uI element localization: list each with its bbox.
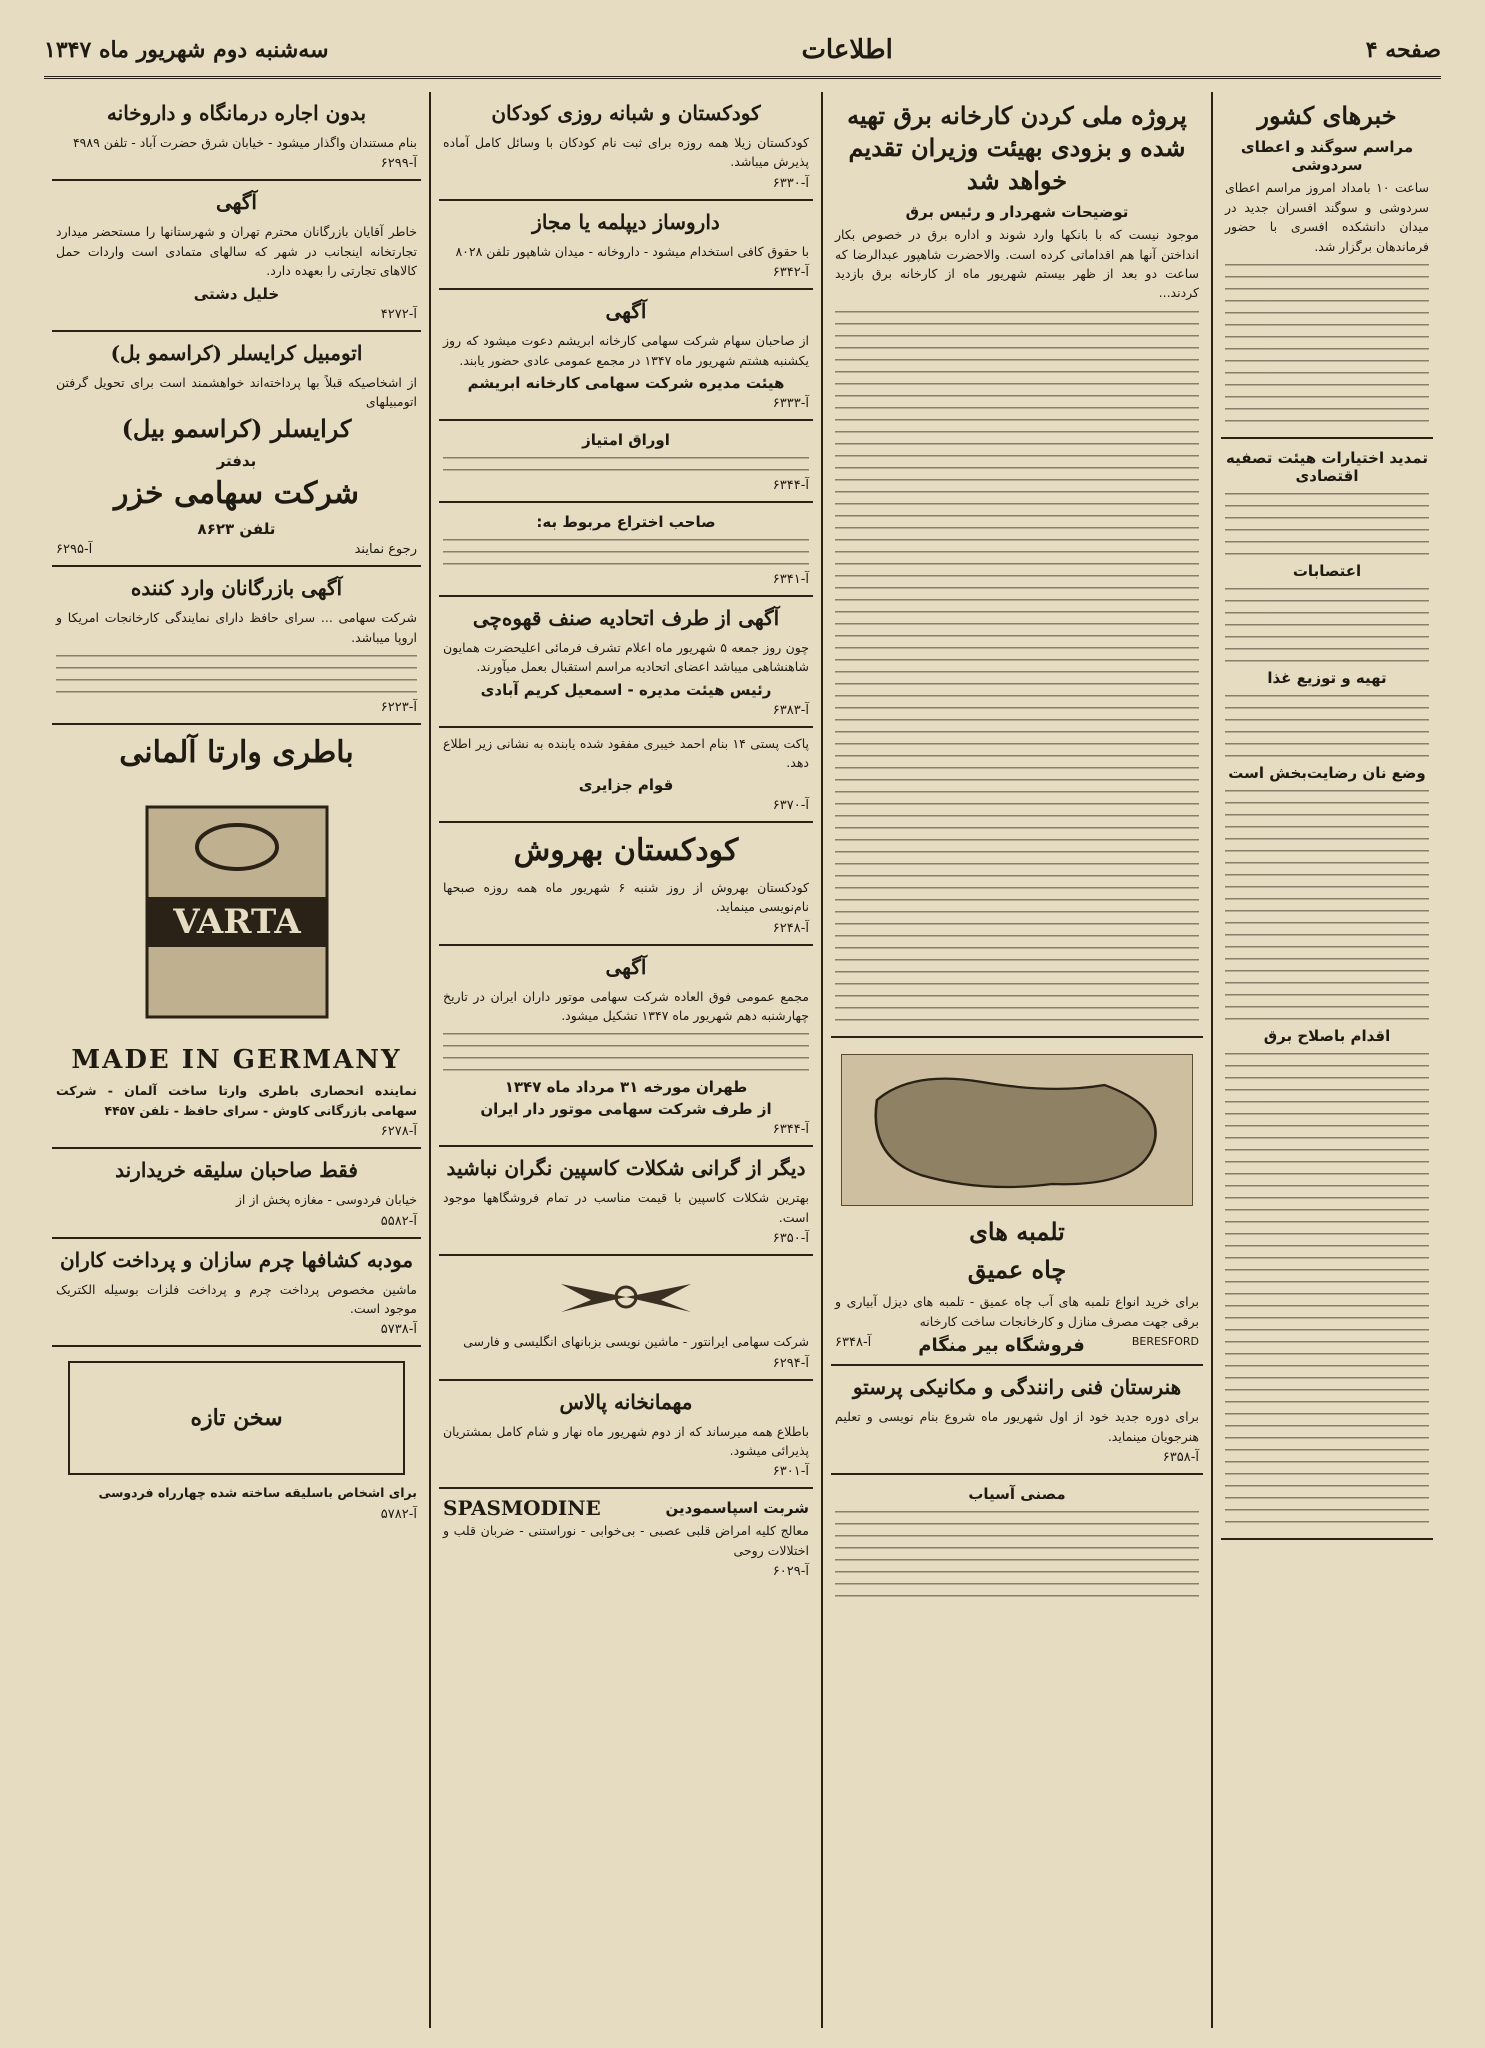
ad-body: شرکت سهامی ... سرای حافظ دارای نمایندگی کارخانجات امریکا و اروپا میباشد. [56,610,417,645]
ad-sign: رئیس هیئت مدیره - اسمعیل کریم آبادی [480,680,772,699]
ad-spasmodine [439,1489,813,1587]
ad-sign: خلیل دشتی [193,284,280,303]
article-body: موجود نیست که با بانکها وارد شوند و اداره برق در خصوص بکار انداختن آنها هم اقداماتی کرده است. والاحضرت شاهپور عبدالرضا که ساعت دو بعد از ظهر بیستم شهریور ماه از کارخانه برق بازدید کردند... [835,227,1199,301]
ad-body: بنام مستندان واگذار میشود - خیابان شرق حضرت آباد - تلفن ۴۹۸۹ [72,135,417,150]
ad-body: با حقوق کافی استخدام میشود - داروخانه - میدان شاهپور تلفن ۸۰۲۸ [455,243,809,259]
ad-at: بدفتر [216,451,257,470]
iran-map-image [841,1054,1193,1206]
ad-title: صاحب اختراع مربوط به: [536,512,716,531]
ad-note: رجوع نمایند [354,542,417,558]
text-lines [1225,1050,1429,1525]
ad-shop [52,1347,421,1529]
winged-emblem-icon [443,1262,809,1332]
ad-ref: آ-۶۳۳۰ [772,175,809,191]
ad-concession [439,421,813,503]
ad-title: فقط صاحبان سلیقه خریدارند [115,1158,358,1183]
ad-title: اوراق امتیاز [582,430,670,449]
ad-palace-hotel [439,1381,813,1490]
ad-title: باطری وارتا آلمانی [119,734,354,770]
ad-ref: آ-۶۳۴۲ [772,265,809,281]
article-title: پروژه ملی کردن کارخانه برق تهیه شده و بزودی بهیئت وزیران تقدیم خواهد شد [847,101,1187,195]
ad-ref: آ-۵۷۸۲ [380,1506,417,1522]
ad-date: طهران مورخه ۳۱ مرداد ماه ۱۳۴۷ [504,1078,748,1097]
ad-body: بهترین شکلات کاسپین با قیمت مناسب در تمام فروشگاهها موجود است. [443,1190,809,1225]
ad-sign: قوام جزایری [578,776,674,795]
ad-body: برای اشخاص باسلیقه ساخته شده چهارراه فردوسی [98,1485,417,1501]
ad-ref: آ-۵۵۸۲ [380,1213,417,1229]
column-news [1211,92,1441,2028]
ad-body: نماینده انحصاری باطری وارتا ساخت آلمان - شرکت سهامی بازرگانی کاوش - سرای حافظ - تلفن ۴۴۵۷ [56,1083,417,1118]
ad-ref: آ-۶۳۵۰ [772,1231,809,1247]
ad-ref: آ-۶۲۹۴ [772,1355,809,1371]
ad-title: کودکستان بهروش [513,833,739,869]
driving-school-ad [831,1366,1203,1475]
news-heading: اعتصابات [1292,561,1362,580]
pump-dealer: فروشگاه بیر منگام [918,1335,1085,1357]
ad-chocolate [439,1147,813,1256]
ad-varta [52,725,421,1149]
ad-kindergarten-zila [439,92,813,201]
ad-ref: آ-۶۲۴۸ [772,920,809,936]
news-heading: وضع نان رضایت‌بخش است [1228,763,1426,782]
spasmodine-latin: SPASMODINE [443,1496,601,1521]
ad-body: پاکت پستی ۱۴ بنام احمد خیبری مفقود شده یابنده به نشانی زیر اطلاع دهد. [443,735,810,770]
pump-ref: آ-۶۳۴۸ [835,1335,872,1351]
ad-body: معالج کلیه امراض قلبی عصبی - بی‌خوابی - نوراستنی - ضربان قلب و اختلالات روحی [443,1523,809,1558]
news-heading: اقدام باصلاح برق [1263,1026,1391,1045]
ad-body: از اشخاصیکه قبلاً بها پرداخته‌اند خواهشمند است برای تحویل گرفتن اتومبیلهای [56,374,417,409]
paper-name: اطلاعات [801,35,893,65]
ad-title: آگهی [605,954,647,979]
ad-title: بدون اجاره درمانگاه و داروخانه [106,101,367,125]
ad-ref: آ-۶۳۴۴ [772,1122,809,1138]
ad-lost-envelope [439,728,813,824]
page-label: صفحه ۴ [1365,37,1441,63]
made-in-germany: MADE IN GERMANY [71,1045,402,1076]
ad-body: چون روز جمعه ۵ شهریور ماه اعلام تشرف فرمائی اعلیحضرت همایون شاهنشاهی میباشد اعضای اتحادیه مراسم استقبال بعمل میآورند. [443,639,809,675]
columns [44,92,1441,2028]
text-lines [1225,787,1429,1022]
ad-brand: کرایسلر (کراسمو بیل) [121,414,352,444]
ad-leather [52,1239,421,1348]
text-lines [1225,261,1429,424]
ad-title: مهمانخانه پالاس [559,1389,693,1414]
article-electricity [831,92,1203,1038]
ad-body: مجمع عمومی فوق العاده شرکت سهامی موتور داران ایران در تاریخ چهارشنبه دهم شهریور ماه ۱۳۴۷ تشکیل میشود. [443,988,809,1023]
driving-school-body: برای دوره جدید خود از اول شهریور ماه شروع بنام نویسی و تعلیم هنرجویان مینماید. [835,1409,1199,1444]
ad-clinic [52,92,421,181]
column-article [821,92,1211,2028]
news-heading: تهیه و توزیع غذا [1267,668,1387,687]
ad-title: آگهی بازرگانان وارد کننده [130,576,343,601]
ad-title: مودبه کشافها چرم سازان و پرداخت کاران [59,1247,414,1272]
news-block-2 [1221,439,1433,1540]
issue-date: سه‌شنبه دوم شهریور ماه ۱۳۴۷ [44,37,329,63]
ad-ref: آ-۶۳۸۳ [772,702,809,718]
ad-ref: آ-۶۰۲۹ [772,1564,809,1579]
pump-ad [831,1038,1203,1367]
ad-body: از صاحبان سهام شرکت سهامی کارخانه ابریشم دعوت میشود که روز یکشنبه هشتم شهریور ماه ۱۳۴۷ در مجمع عمومی عادی حضور یابند. [443,333,809,368]
column-ads-middle [429,92,821,2028]
ad-ref: آ-۵۷۳۸ [380,1322,417,1338]
ad-title: دیگر از گرانی شکلات کاسپین نگران نباشید [446,1156,806,1181]
ad-ref: آ-۴۲۷۲ [380,306,417,322]
ad-body: خاطر آقایان بازرگانان محترم تهران و شهرستانها را مستحضر میدارد تجارتخانه اینجانب در شهر که سالهای متمادی است واردات حمل کالاهای تجارتی را بعهده دارد. [56,224,417,279]
ad-body: شرکت سهامی ایرانتور - ماشین نویسی بزبانهای انگلیسی و فارسی [463,1334,809,1350]
pump-sub: چاه عمیق [967,1255,1067,1285]
ad-company: شرکت سهامی خزر [113,475,360,511]
ad-trade-house [52,181,421,331]
ad-title: آگهی [605,299,647,324]
news-block [1221,92,1433,439]
ad-body: کودکستان بهروش از روز شنبه ۶ شهریور ماه همه روزه صبحها نام‌نویسی مینماید. [443,879,809,915]
text-lines [1225,585,1429,664]
ad-patent [439,503,813,597]
article-sub: توضیحات شهردار و رئیس برق [905,203,1129,222]
text-lines [1225,692,1429,759]
pump-title: تلمبه های [969,1216,1065,1246]
ad-sign: از طرف شرکت سهامی موتور دار ایران [480,1100,772,1119]
news-sub: مراسم سوگند و اعطای سردوشی [1240,138,1414,175]
ad-ref: آ-۶۲۹۹ [380,156,417,172]
ad-body: باطلاع همه میرساند که از دوم شهریور ماه نهار و شام کامل بمشتریان پذیرائی میشود. [443,1423,809,1458]
text-lines [835,1508,1199,1599]
varta-battery-image [56,779,417,1039]
ad-title: آگهی [216,190,257,215]
beresford-label: BERESFORD [1131,1335,1199,1349]
news-body: ساعت ۱۰ بامداد امروز مراسم اعطای سردوشی و سوگند افسران جدید در میدان دانشکده افسری با حضور فرماندهان برگزار شد. [1225,180,1429,254]
ad-ref: آ-۶۳۴۴ [772,477,809,493]
ad-ref: آ-۶۳۳۳ [772,395,809,411]
ad-title: داروساز دیپلمه یا مجاز [532,209,720,234]
text-lines [835,308,1199,1023]
ad-ref: آ-۶۲۲۳ [380,699,417,715]
mill-title: مصنی آسیاب [968,1484,1066,1503]
masthead [44,24,1441,79]
ad-coffeehouse-union [439,597,813,728]
ad-ref: آ-۶۳۷۰ [772,798,809,814]
mill-block [831,1475,1203,1612]
varta-logo: VARTA [172,902,301,943]
ad-title: آگهی از طرف اتحادیه صنف قهوه‌چی [472,605,780,630]
driving-school-title: هنرستان فنی رانندگی و مکانیکی پرستو [852,1375,1182,1400]
ad-importers [52,567,421,725]
ad-pharmacist [439,201,813,290]
news-heading: تمدید اختیارات هیئت تصفیه اقتصادی [1226,448,1428,485]
ad-body: کودکستان زیلا همه روزه برای ثبت نام کودکان با وسائل کامل آماده پذیرش میباشد. [443,135,809,170]
ad-title: شربت اسپاسمودین [665,1499,809,1518]
ad-ref: آ-۶۲۷۸ [380,1124,417,1140]
ad-taste [52,1149,421,1238]
text-lines [443,1030,809,1073]
text-lines [443,454,809,473]
ad-silk-factory [439,290,813,421]
ad-irantour [439,1256,813,1380]
text-lines [443,536,809,567]
ad-body: خیابان فردوسی - مغازه پخش از از [235,1192,417,1208]
text-lines [1225,490,1429,557]
ad-ref: آ-۶۲۹۵ [56,542,93,558]
column-ads-left [44,92,429,2028]
ad-title: کودکستان و شبانه روزی کودکان [491,101,761,125]
shop-stamp: سخن تازه [68,1361,405,1475]
pump-body: برای خرید انواع تلمبه های آب چاه عمیق - تلمبه های دیزل آبیاری و برقی جهت مصرف منازل و کارخانجات ساخت کارخانه [835,1294,1199,1329]
ad-body: ماشین مخصوص پرداخت چرم و پرداخت فلزات بوسیله الکتریک موجود است. [56,1281,417,1316]
ad-phone: تلفن ۸۶۲۳ [197,520,276,539]
ad-kindergarten-behravesh [439,823,813,945]
ad-sign: هیئت مدیره شرکت سهامی کارخانه ابریشم [467,373,785,392]
ad-ref: آ-۶۳۰۱ [772,1464,809,1480]
ad-motor-company [439,946,813,1148]
ad-chrysler [52,332,421,568]
text-lines [56,652,417,695]
driving-school-ref: آ-۶۳۵۸ [1162,1449,1199,1465]
ad-ref: آ-۶۳۴۱ [772,571,809,587]
news-title: خبرهای کشور [1257,101,1397,130]
ad-title: اتومبیل کرایسلر (کراسمو بل) [110,340,363,365]
